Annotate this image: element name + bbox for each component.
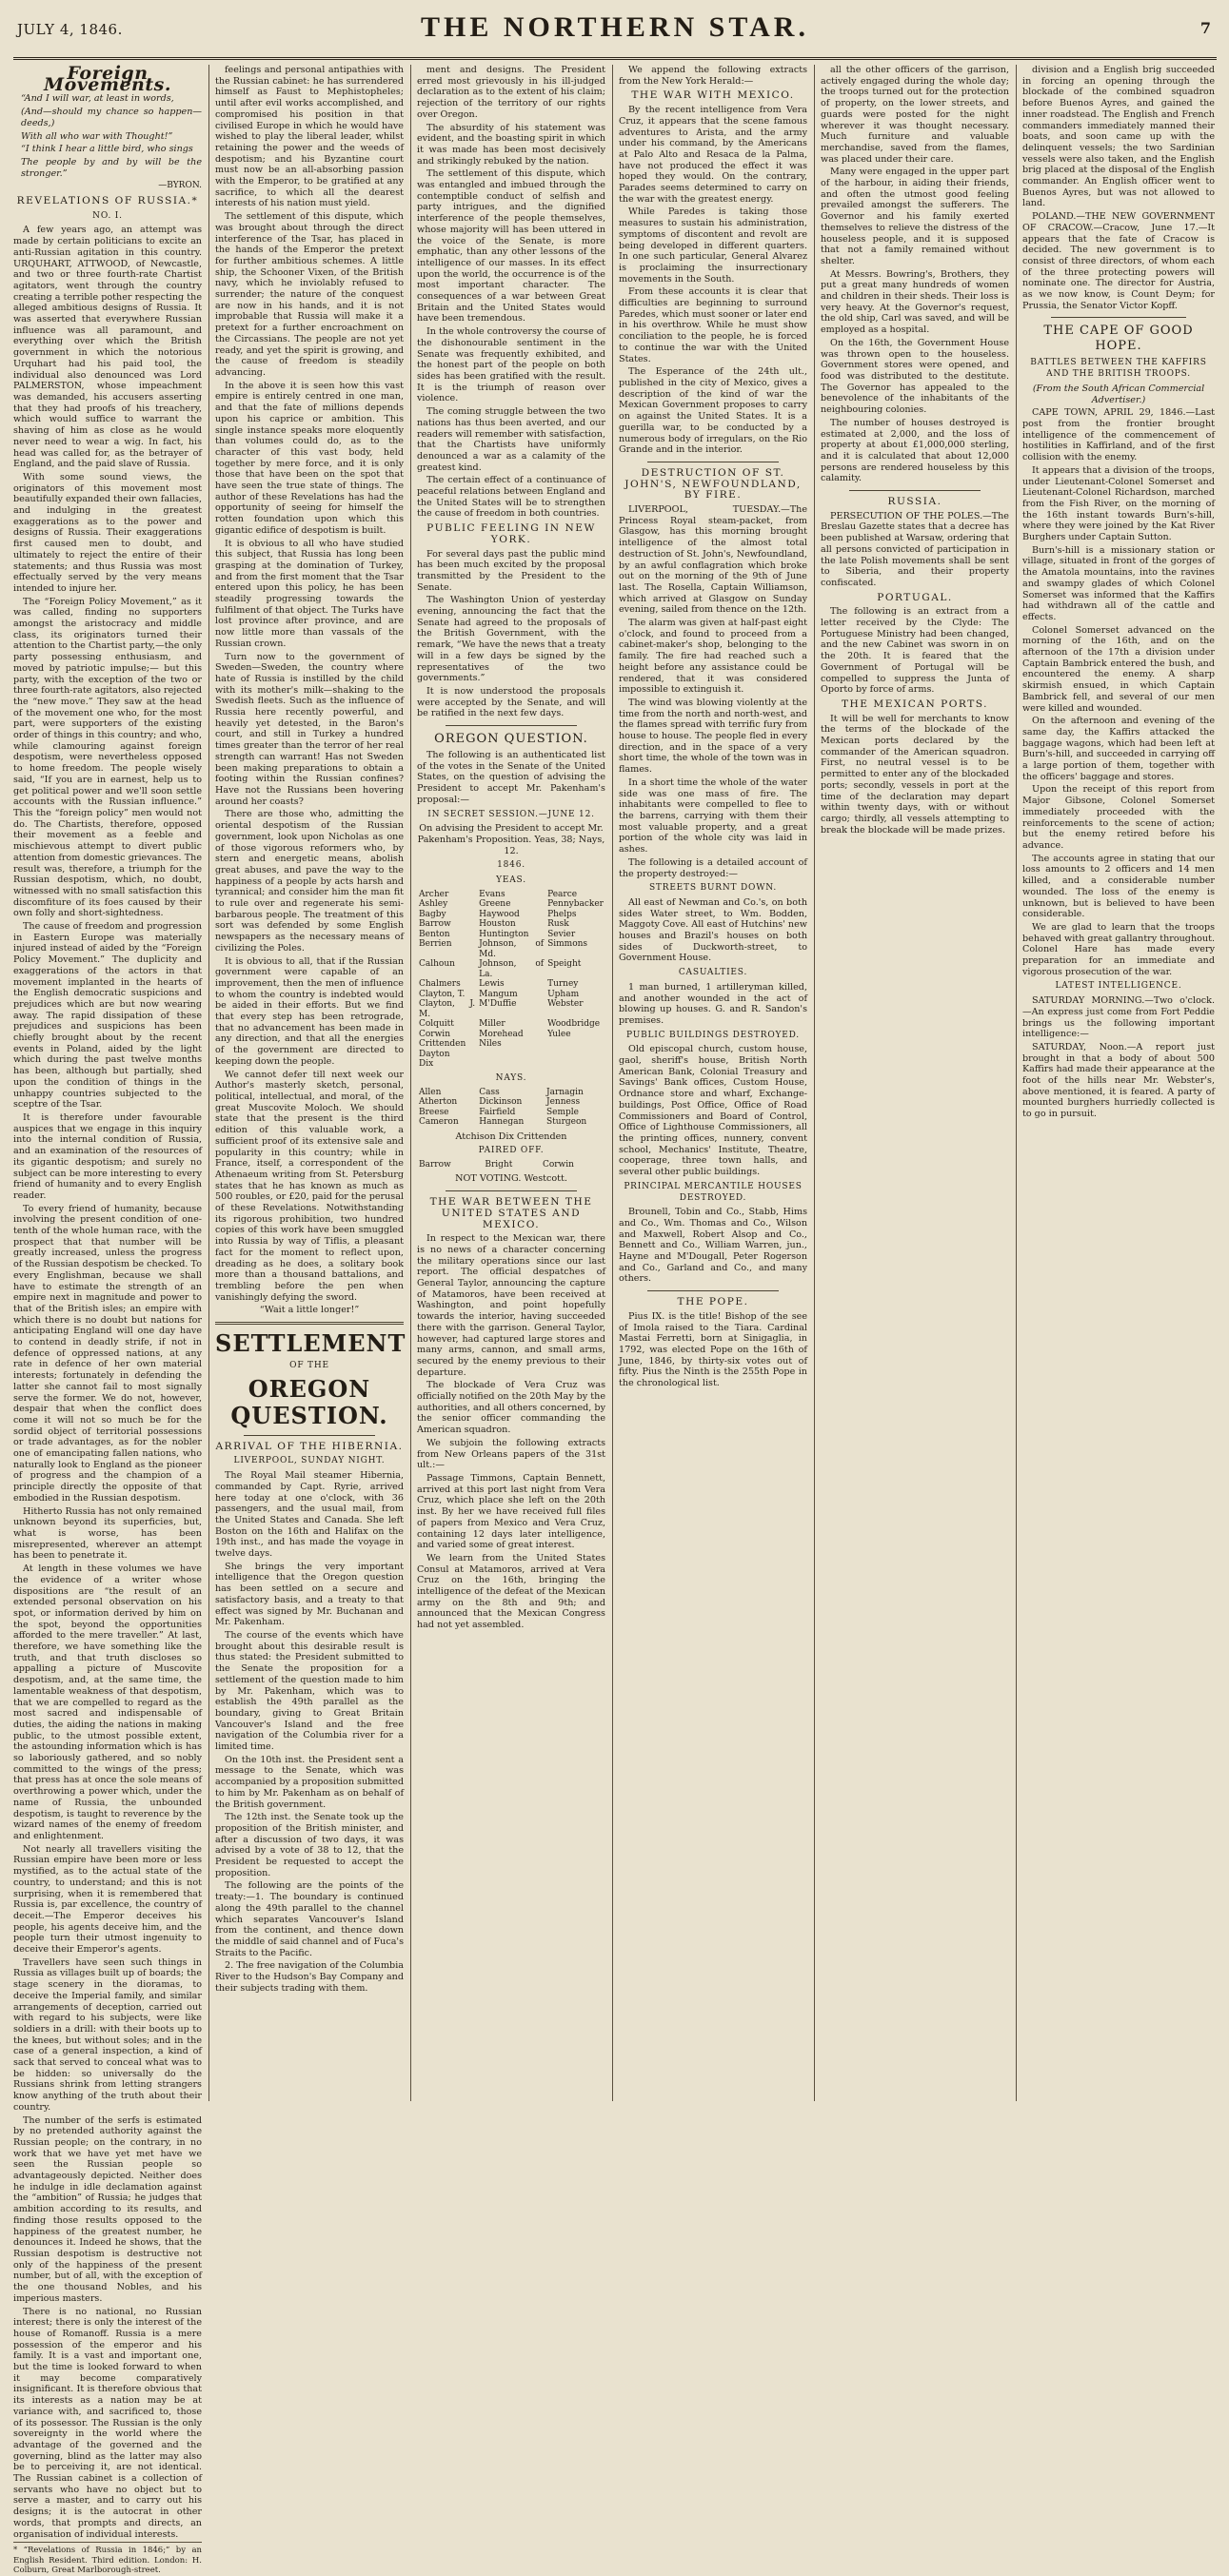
yea-row bbox=[417, 890, 605, 900]
epigraph-line: (And—should my chance so happen—deeds,) bbox=[21, 107, 202, 128]
paragraph: We learn from the United States Consul at Matamoros, arrived at Vera Cruz on the 16th, bringing the intelligence of the defeat of the Mexican army on the 8th and 9th; and announced that the Mexican Congress had not yet assembled. bbox=[417, 1552, 605, 1631]
paragraph: Upon the receipt of this report from Major Gibsone, Colonel Somerset immediately proceeded with the reinforcements to the scene of action; but the enemy retired before his advance. bbox=[1022, 784, 1215, 851]
paragraph: All east of Newman and Co.'s, on both sides Water street, to Wm. Bodden, Maggoty Cove. All east of Hutchins' new houses and Brazil's houses on both sides of Duckworth-street, to Government House. bbox=[619, 896, 807, 964]
nays-heading: NAYS. bbox=[495, 1072, 527, 1083]
senator-name: Miller bbox=[479, 1019, 505, 1030]
paragraph: The settlement of this dispute, which was brought about through the direct interference of the Tsar, has placed in the hands of the Emperor the pretext for further ambitious schemes. A little ship, the Schooner Vixen, of the British navy, which he inviolably refused to surrender; the nature of the conquest are now in his hands, and it is not improbable that Russia will make it a pretext for a further encroachment on the Circassians. The people are not yet ready, and yet the spirit is growing, and the cause of freedom is steadily advancing. bbox=[215, 211, 404, 378]
paragraph: The 12th inst. the Senate took up the proposition of the British minister, and after a discussion of two days, it was advised by a vote of 38 to 12, that the President be requested to accept the proposition. bbox=[215, 1812, 404, 1878]
paragraph: CAPE TOWN, APRIL 29, 1846.—Last post from the frontier brought intelligence of the commencement of hostilities in Kaffirland, and of the first collision with the enemy. bbox=[1022, 407, 1215, 463]
article-title: REVELATIONS OF RUSSIA.* bbox=[16, 195, 199, 207]
yea-row bbox=[417, 899, 605, 910]
latest-title: LATEST INTELLIGENCE. bbox=[1055, 981, 1182, 992]
senate-motion: On advising the President to accept Mr. Pakenham's Proposition. Yeas, 38; Nays, 12. bbox=[417, 823, 605, 856]
mexican-ports-title: THE MEXICAN PORTS. bbox=[841, 698, 989, 710]
nay-row bbox=[417, 1097, 605, 1108]
paragraph: feelings and personal antipathies with the Russian cabinet: he has surrendered himself as Faust to Mephistopheles; until after evil works accomplished, and compromised his position in that civilised Europe in which he would have wished to play the liberal leader, whilst retaining the power and the weeds of despotism; and his Byzantine court must now be an all-absorbing passion with the Emperor, to be gratified at any sacrifice, to which all the dearest interests of his nation must yield. bbox=[215, 65, 404, 209]
senator-name: Atherton bbox=[419, 1097, 458, 1108]
senator-name bbox=[545, 1039, 605, 1050]
paragraph: The cause of freedom and progression in Eastern Europe was materially injured instead of aided by the “Foreign Policy Movement.” The duplicity and exaggerations of the actors in that movement implanted in the hearts of the English democratic suspicions and prejudices which are but now wearing away. The rapid dissipation of these prejudices and suspicions has been chiefly brought about by the recent events in Poland, aided by the light which during the past twelve months has been, although but partially, shed upon the condition of things in the unhappy countries subjected to the sceptre of the Tsar. bbox=[13, 921, 202, 1111]
yea-row bbox=[417, 930, 605, 940]
senator-name: Jenness bbox=[545, 1097, 581, 1108]
paragraph: In the above it is seen how this vast empire is entirely centred in one man, and that the fate of millions depends upon his caprice or ambition. This single instance speaks more eloquently than volumes could do, as to the character of this vast body, held together by mere force, and it is only those that have been on the spot that have seen the true state of things. The author of these Revelations has had the opportunity of seeing for himself the rotten foundation upon which this gigantic edifice of despotism is built. bbox=[215, 380, 404, 536]
not-voting: NOT VOTING. Westcott. bbox=[455, 1173, 567, 1185]
paragraph: Pius IX. is the title! Bishop of the see of Imola raised to the Tiara. Cardinal Mastai Ferretti, born at Sinigaglia, in 1792, was elected Pope on the 16th of June, 1846, by thirty-six votes out of fifty. Pius the Ninth is the 255th Pope in the chronological list. bbox=[619, 1310, 807, 1389]
yeas-heading: YEAS. bbox=[496, 875, 526, 886]
paragraph: By the recent intelligence from Vera Cruz, it appears that the scene famous adventures to Arista, and the army under his command, by the Americans at Palo Alto and Resaca de la Palma, have not produced the effect it was hoped they would. On the contrary, Parades seems determined to carry on the war with the greatest energy. bbox=[619, 105, 807, 205]
nay-row bbox=[417, 1088, 605, 1098]
senator-name: Clayton, J. M. bbox=[419, 999, 476, 1019]
page-number: 7 bbox=[1199, 19, 1211, 37]
fire-title: DESTRUCTION OF ST. JOHN'S, NEWFOUNDLAND, BY FIRE. bbox=[624, 466, 802, 501]
oregon-question-title: OREGON QUESTION. bbox=[434, 732, 588, 747]
senator-name bbox=[477, 1059, 545, 1070]
paragraph: On the 16th, the Government House was thrown open to the houseless. Government stores were opened, and food was distributed to the destitute. The Governor has appealed to the benevolence of the inhabitants of the neighbouring colonies. bbox=[821, 337, 1009, 416]
pope-title: THE POPE. bbox=[677, 1296, 749, 1308]
paragraph: The accounts agree in stating that our loss amounts to 2 officers and 14 men killed, and a considerable number wounded. The loss of the enemy is unknown, but is believed to have been considerable. bbox=[1022, 853, 1215, 920]
yea-row bbox=[417, 990, 605, 1000]
paragraph: In a short time the whole of the water side was one mass of fire. The inhabitants were compelled to flee to the barrens, carrying with them their most valuable property, and a great portion of the whole city was laid in ashes. bbox=[619, 777, 807, 855]
paragraph: It is now understood the proposals were accepted by the Senate, and will be ratified in the next few days. bbox=[417, 685, 605, 719]
yea-row bbox=[417, 1019, 605, 1030]
column-5 bbox=[821, 65, 1009, 2101]
senator-name: Cass bbox=[479, 1087, 500, 1097]
paragraph: LIVERPOOL, TUESDAY.—The Princess Royal steam-packet, from Glasgow, has this morning brought intelligence of the almost total destruction of St. John's, Newfoundland, by an awful conflagration which broke out on the morning of the 9th of June last. The Rosella, Captain Williamson, which arrived at Glasgow on Sunday evening, sailed from thence on the 12th. bbox=[619, 504, 807, 616]
senator-name: Sturgeon bbox=[545, 1117, 587, 1128]
senator-name: Archer bbox=[419, 889, 449, 899]
column-rule bbox=[410, 65, 411, 2101]
separator bbox=[446, 725, 577, 726]
paragraph: SATURDAY, Noon.—A report just brought in that a body of about 500 Kaffirs had made their appearance at the foot of the hills near Mr. Webster's, above mentioned, it is feared. A party of mounted burghers hurriedly collected is to go in pursuit. bbox=[1022, 1041, 1215, 1120]
paragraph: Old episcopal church, custom house, gaol, sheriff's house, British North American Bank, Colonial Treasury and Savings' Bank offices, Custom House, Ordnance store and wharf, Exchange-buildings, Post Office, Office of Road Commissioners and Board of Control, Office of Lighthouse Commissioners, all the printing offices, nunnery, convent school, Mechanics' Institute, Theatre, cooperage, three town halls, and several other public buildings. bbox=[619, 1044, 807, 1178]
paired-table bbox=[417, 1160, 605, 1170]
column-1 bbox=[13, 63, 202, 2576]
senator-name: Turney bbox=[547, 979, 579, 990]
paragraph: The Royal Mail steamer Hibernia, commanded by Capt. Ryrie, arrived here today at one o'clock, with 36 passengers, and the usual mail, from the United States and Canada. She left Boston on the 16th and Halifax on the 19th inst., and has made the voyage in twelve days. bbox=[215, 1470, 404, 1560]
vote-year: 1846. bbox=[497, 860, 525, 871]
paragraph: The coming struggle between the two nations has thus been averted, and our readers will remember with satisfaction, that the Chartists have uniformly denounced a war as a calamity of the greatest kind. bbox=[417, 406, 605, 473]
paragraph: The alarm was given at half-past eight o'clock, and found to proceed from a cabinet-maker's shop, belonging to the family. The fire had reached such a height before any assistance could be rendered, that it was considered impossible to extinguish it. bbox=[619, 618, 807, 696]
casualties-title: CASUALTIES. bbox=[678, 968, 748, 978]
senator-name: Rusk bbox=[547, 919, 569, 930]
cape-subtitle: BATTLES BETWEEN THE KAFFIRS AND THE BRITISH TROOPS. bbox=[1030, 358, 1207, 380]
paragraph: Many were engaged in the upper part of the harbour, in aiding their friends, and often the utmost good feeling prevailed amongst the sufferers. The Governor and his family exerted themselves to relieve the distress of the houseless people, and it is supposed that not a family remained without shelter. bbox=[821, 167, 1009, 266]
headline-settlement: SETTLEMENT bbox=[215, 1329, 406, 1358]
paragraph: In respect to the Mexican war, there is no news of a character concerning the military operations since our last report. The official despatches of General Taylor, announcing the capture of Matamoros, have been received at Washington, and point hopefully towards the interior, having succeeded there with the garrison. General Taylor, however, had captured large stores and many arms, cannon, and small arms, secured by the enemy previous to their departure. bbox=[417, 1233, 605, 1378]
paragraph: all the other officers of the garrison, actively engaged during the whole day; the troops turned out for the protection of property, on the lower streets, and guards were posted for the night wherever it was thought necessary. Much furniture and valuable merchandise, saved from the flames, was placed under their care. bbox=[821, 65, 1009, 165]
paragraph: Passage Timmons, Captain Bennett, arrived at this port last night from Vera Cruz, which place she left on the 20th inst. By her we have received full files of papers from Mexico and Vera Cruz, containing 12 days later intelligence, and varied some of great interest. bbox=[417, 1473, 605, 1551]
paragraph: The Esperance of the 24th ult., published in the city of Mexico, gives a description of the kind of war the Mexican Government proposes to carry on against the United States. It is a guerilla war, to be conducted by a numerous body of irregulars, on the Rio Grande and in the interior. bbox=[619, 366, 807, 456]
senator-name: Houston bbox=[479, 919, 516, 930]
paired-heading: PAIRED OFF. bbox=[478, 1146, 545, 1156]
mercantile-title: PRINCIPAL MERCANTILE HOUSES DESTROYED. bbox=[624, 1181, 803, 1203]
epigraph-line: The people by and by will be the stronger.” bbox=[21, 156, 202, 179]
cape-source: (From the South African Commercial Advertiser.) bbox=[1032, 383, 1205, 405]
cape-title: THE CAPE OF GOOD HOPE. bbox=[1043, 324, 1194, 354]
separator bbox=[647, 1290, 779, 1291]
paragraph: At Messrs. Bowring's, Brothers, they put a great many hundreds of women and children in their sheds. Their loss is very heavy. At the Governor's request, the old ship, Carl was saved, and will be employed as a hospital. bbox=[821, 268, 1009, 336]
senator-name: Corwin bbox=[419, 1029, 450, 1039]
paragraph: Brounell, Tobin and Co., Stabb, Hims and Co., Wm. Thomas and Co., Wilson and Maxwell, Robert Alsop and Co., Bennett and Co., William Warren, jun., Hayne and M'Dougall, Peter Rogerson and Co., Garland and Co., and many others. bbox=[619, 1207, 807, 1285]
senator-name: Niles bbox=[479, 1039, 502, 1050]
paragraph: Not nearly all travellers visiting the Russian empire have been more or less mystified, as to the actual state of the country, to understand; and this is not surprising, when it is remembered that Russia is, par excellence, the country of deceit.—The Emperor deceives his people, his agents deceive him, and the people turn their utmost ingenuity to deceive their Emperor's agents. bbox=[13, 1843, 202, 1956]
paragraph: Turn now to the government of Sweden—Sweden, the country where hate of Russia is instilled by the child with its mother's milk—shaking to the Swedish fleets. Such as the influence of Russia here recently powerful, and heavily yet detested, in the Baron's court, and still in Turkey a hundred times greater than the terror of her real strength can warrant! Has not Sweden been making preparations to obtain a footing within the Russian confines? Have not the Russians been hovering around her coasts? bbox=[215, 651, 404, 807]
senator-name: M'Duffie bbox=[479, 999, 517, 1010]
senator-name: Simmons bbox=[547, 939, 588, 950]
headline-oregon-question: OREGON QUESTION. bbox=[230, 1374, 388, 1429]
senate-session: IN SECRET SESSION.—JUNE 12. bbox=[427, 809, 595, 819]
paragraph: Travellers have seen such things in Russia as villages built up of boards; the stage scenery in the dioramas, to deceive the Imperial family, and similar arrangements of deception, carried out with regard to his subjects, were like soldiers in a drill: with their boots up to the knees, but without soles; and in the case of a general inspection, a kind of sack that served to conceal what was to be hidden: so universally do the Russians shrink from letting strangers know anything of the truth about their country. bbox=[13, 1957, 202, 2113]
senator-name: Benton bbox=[419, 929, 450, 939]
paragraph: At length in these volumes we have the evidence of a writer whose dispositions are “the result of an extended personal observation on his spot, or information derived by him on the spot, beyond the opportunities afforded to the mere traveller.” At last, therefore, we have something like the truth, and that truth discloses so appalling a picture of Muscovite despotism, and, at the same time, the lamentable weakness of that despotism, that we are compelled to regard as the most sacred and indispensable of duties, the aiding the nations in making public, to the utmost possible extent, the astounding information which is has so laboriously gathered, and so nobly committed to the wings of the press; that press has at once the sole means of overthrowing a power which, under the name of Russia, the unbounded despotism, is taught to reverence by the wizard names of the enemy of freedom and enlightenment. bbox=[13, 1563, 202, 1841]
paragraph: We subjoin the following extracts from New Orleans papers of the 31st ult.:— bbox=[417, 1437, 605, 1471]
senator-name: Yulee bbox=[547, 1029, 571, 1039]
arrival-title: ARRIVAL OF THE HIBERNIA. bbox=[215, 1440, 404, 1452]
paragraph: In the whole controversy the course of the dishonourable sentiment in the Senate was frequently exhibited, and the honest part of the people on both sides has been gratified with the result. It is the triumph of reason over violence. bbox=[417, 326, 606, 404]
paragraph: It is obvious to all who have studied this subject, that Russia has long been grasping at the domination of Turkey, and from the first moment that the Tsar entered upon this policy, he has been steadily progressing towards the fulfilment of that object. The Turks have lost province after province, and are now little more than vassals of the Russian crown. bbox=[215, 538, 404, 649]
senator-name: Berrien bbox=[419, 939, 452, 950]
article-number: NO. I. bbox=[92, 210, 123, 221]
column-4 bbox=[619, 65, 807, 2101]
paragraph: It is obvious to all, that if the Russian government were capable of an improvement, then the men of influence to whom the country is indebted would be aided in their efforts. But we find that every step has been retrograde, that no advancement has been made in any direction, and that all the energies of the government are directed to keeping down the people. bbox=[215, 955, 404, 1067]
paragraph: ment and designs. The President erred most grievously in his ill-judged declaration as to the extent of his claim; rejection of the territory of our rights over Oregon. bbox=[417, 65, 605, 120]
streets-title: STREETS BURNT DOWN. bbox=[648, 883, 778, 894]
separator bbox=[244, 1435, 375, 1436]
senator-name: Hannegan bbox=[479, 1117, 525, 1128]
separator bbox=[849, 490, 981, 491]
nay-row bbox=[417, 1117, 605, 1128]
senator-name: Pennybacker bbox=[547, 899, 604, 910]
yea-row bbox=[417, 910, 605, 920]
newspaper-page bbox=[13, 8, 1217, 2576]
senator-name: Barrow bbox=[419, 919, 451, 930]
senator-name: Morehead bbox=[479, 1029, 524, 1039]
nay-row bbox=[417, 1108, 605, 1118]
yea-row bbox=[417, 1059, 605, 1070]
war-with-mexico-title: THE WAR WITH MEXICO. bbox=[631, 89, 795, 102]
senator-name: Upham bbox=[547, 989, 580, 999]
senator-name: Barrow bbox=[419, 1159, 451, 1170]
yea-row bbox=[417, 939, 605, 959]
senator-name: Fairfield bbox=[479, 1107, 516, 1117]
paragraph: The “Foreign Policy Movement,” as it was called, finding no supporters amongst the aristocracy and middle class, its originators turned their attention to the Chartist party,—the only party possessing enthusiasm, and moved by patriotic impulse;— but this party, with the exception of the two or three fourth-rate agitators, also rejected the “new move.” They saw at the head of the movement one who, for the most part, were supporters of the existing order of things in this country; and who, while clamouring against foreign despotism, were nevertheless opposed to home freedom. The people wisely said, “If you are in earnest, help us to get political power and we'll soon settle accounts with the Russian influence.” This the “foreign policy” men would not do. The Chartists, therefore, opposed their movement as a feeble and mischievous attempt to divert public attention from domestic grievances. The result was, therefore, a triumph for the Russian despotism, which, no doubt, witnessed with no small satisfaction this discomfiture of its foes caused by their own folly and short-sightedness. bbox=[13, 596, 202, 919]
paragraph: The certain effect of a continuance of peaceful relations between England and the United States will be to strengthen the cause of freedom in both countries. bbox=[417, 475, 605, 520]
senator-name: Johnson, of Md. bbox=[479, 939, 545, 959]
senator-name: Cameron bbox=[419, 1117, 459, 1128]
column-rule bbox=[1016, 65, 1017, 2101]
paragraph: To every friend of humanity, because involving the present condition of one-tenth of the whole human race, with the prospect that that number will be greatly increased, unless the progress of the Russian despotism be checked. To every Englishman, because we shall have to estimate the strength of an empire next in magnitude and power to that of the British isles; an empire with which there is no doubt but nations for anticipating England will one day have to contend in deadly strife, if not in defence of oppressed nations, at any rate in defence of her own material interests; fortunately in defending the latter she cannot fail to most signally serve the former. We do not, however, despair that when the conflict does come it will not so much be for the sordid object of territorial possessions or trade advantages, as for the nobler one of emancipating fallen nations, who naturally look to England as the pioneer of progress and the champion of a principle directly the opposite of that embodied in the Russian despotism. bbox=[13, 1203, 202, 1504]
senator-name: Greene bbox=[479, 899, 511, 910]
paragraph: She brings the very important intelligence that the Oregon question has been settled on a secure and satisfactory basis, and a treaty to that effect was signed by Mr. Buchanan and Mr. Pakenham. bbox=[215, 1561, 404, 1628]
senator-name: Woodbridge bbox=[547, 1019, 601, 1030]
senator-name: Phelps bbox=[547, 909, 577, 919]
paragraph: The Washington Union of yesterday evening, announcing the fact that the Senate had agreed to the proposals of the British Government, with the remark, “We have the news that a treaty will in a few days be signed by the representatives of the two governments.” bbox=[417, 595, 605, 684]
paragraph: Hitherto Russia has not only remained unknown beyond its superficies, but, what is worse, has been misrepresented, wherever an attempt has been to penetrate it. bbox=[13, 1505, 202, 1562]
senator-name: Bagby bbox=[419, 909, 446, 919]
column-6 bbox=[1022, 65, 1215, 2101]
portugal-title: PORTUGAL. bbox=[877, 591, 953, 603]
senator-name: Dickinson bbox=[479, 1097, 523, 1108]
paragraph: With some sound views, the originators of this movement most beautifully expanded their own fallacies, and indulging in the greatest exaggerations as to the power and designs of Russia. Their exaggerations first caused men to doubt, and ultimately to reject the entire of their statements; and thus Russia was most effectually served by the very means intended to injure her. bbox=[13, 471, 202, 594]
paragraph: The following is an extract from a letter received by the Clyde: The Portuguese Ministry had been changed, and the new Cabinet was sworn in on the 20th. It is feared that the Government of Portugal will be compelled to suppress the Junta of Oporto by force of arms. bbox=[821, 606, 1009, 696]
senator-name: Dayton bbox=[419, 1049, 450, 1059]
senator-name: Colquitt bbox=[419, 1019, 454, 1030]
epigraph-line: With all who war with Thought!” bbox=[21, 130, 173, 142]
paragraph: 2. The free navigation of the Columbia River to the Hudson's Bay Company and their subjects trading with them. bbox=[215, 1960, 404, 1994]
paired-row bbox=[417, 1160, 605, 1170]
senator-name: Haywood bbox=[479, 909, 520, 919]
epigraph-line: “I think I hear a little bird, who sings bbox=[21, 144, 193, 155]
separator bbox=[215, 1322, 404, 1325]
paragraph: The number of houses destroyed is estimated at 2,000, and the loss of property at about £1,000,000 sterling, and it is calculated that about 12,000 persons are rendered houseless by this calamity. bbox=[821, 417, 1009, 484]
paragraph: While Paredes is taking those measures to sustain his administration, symptoms of discontent and revolt are being developed in different quarters. In one such particular, General Alvarez is proclaiming the insurrectionary movements in the South. bbox=[619, 206, 807, 285]
newspaper-title: THE NORTHERN STAR. bbox=[421, 11, 809, 43]
senator-name: Clayton, T. bbox=[419, 989, 466, 999]
senator-name bbox=[545, 1050, 605, 1060]
epigraph-line: “And I will war, at least in words, bbox=[21, 93, 174, 105]
senator-name: Chalmers bbox=[419, 979, 461, 990]
paragraph: From these accounts it is clear that difficulties are beginning to surround Paredes, which must sooner or later end in his overthrow. While he must show conciliation to the people, he is forced to continue the war with the United States. bbox=[619, 286, 807, 364]
senator-name: Dix bbox=[419, 1059, 434, 1070]
paragraph: The course of the events which have brought about this desirable result is thus stated: the President submitted to the Senate the proposition for a settlement of the question made to him by Mr. Pakenham, which was to establish the 49th parallel as the boundary, giving to Great Britain Vancouver's Island and the free navigation of the Columbia river for a limited time. bbox=[215, 1630, 404, 1753]
senator-name: Semple bbox=[545, 1107, 579, 1117]
paragraph: The wind was blowing violently at the time from the north and north-west, and the flames spread with terrific fury from house to house. The people fled in every direction, and in the space of a very short time, the whole of the town was in flames. bbox=[619, 697, 807, 776]
paragraph: It appears that a division of the troops, under Lieutenant-Colonel Somerset and Lieutenant-Colonel Richardson, marched from the Fish River, on the morning of the 16th instant towards Burn's-hill, where they were joined by the Kat River Burghers under Captain Sutton. bbox=[1022, 464, 1215, 543]
issue-date: JULY 4, 1846. bbox=[17, 21, 123, 38]
nays-table bbox=[417, 1088, 605, 1128]
column-rule bbox=[612, 65, 613, 2101]
senator-name bbox=[477, 1050, 545, 1060]
paragraph: The following are the points of the treaty:—1. The boundary is continued along the 49th parallel to the channel which separates Vancouver's Island from the continent, and thence down the middle of said channel and of Fuca's Straits to the Pacific. bbox=[215, 1880, 404, 1958]
senator-name: Calhoun bbox=[419, 959, 455, 970]
section-title-foreign-movements: Foreign Movements. bbox=[44, 63, 171, 95]
paragraph: division and a English brig succeeded in forcing an opening through the blockade of the combined squadron before Buenos Ayres, and gained the inner roadstead. The English and French commanders immediately manned their boats, and soon came up with the delinquent vessels; the two Sardinian vessels were also taken, and the English brig placed at the disposal of the English commander. An English officer went to Buenos Ayres, but was not allowed to land. bbox=[1022, 65, 1215, 209]
war-title: THE WAR BETWEEN THE UNITED STATES AND MEXICO. bbox=[429, 1196, 593, 1230]
paragraph: The absurdity of his statement was evident, and the boasting spirit in which it was made has been most decisively and strikingly rebuked by the nation. bbox=[417, 122, 605, 167]
paragraph: We cannot defer till next week our Author's masterly sketch, personal, political, intellectual, and moral, of the great Muscovite Moloch. We should state that the present is the third edition of this valuable work, a sufficient proof of its extensive sale and popularity in this country; while in France, itself, a correspondent of the Athenaeum writing from St. Petersburg states that he has known as much as 500 roubles, or £20, paid for the perusal of these Revelations. Notwithstanding its rigorous prohibition, two hundred copies of this work have been smuggled into Russia by way of Tiflis, a pleasant fact for the moment to reflect upon, dreading as he does, a solitary book more than a thousand battalions, and trembling before the pen when vanishingly defying the sword. bbox=[215, 1069, 404, 1303]
column-rule bbox=[814, 65, 815, 2101]
new-york-title: PUBLIC FEELING IN NEW YORK. bbox=[426, 522, 596, 545]
paragraph: It will be well for merchants to know the terms of the blockade of the Mexican ports declared by the commander of the American squadron. First, no neutral vessel is to be permitted to enter any of the blockaded ports; secondly, vessels in port at the time of the declaration may depart within twenty days, with or without cargo; thirdly, all vessels attempting to break the blockade will be made prizes. bbox=[821, 713, 1009, 836]
buildings-title: PUBLIC BUILDINGS DESTROYED. bbox=[626, 1030, 800, 1040]
paragraph: On the 10th inst. the President sent a message to the Senate, which was accompanied by a proposition submitted to him by Mr. Pakenham as on behalf of the British government. bbox=[215, 1754, 404, 1810]
column-rule bbox=[208, 65, 209, 2101]
paragraph: PERSECUTION OF THE POLES.—The Breslau Gazette states that a decree has been published at Warsaw, ordering that all persons convicted of participation in the late Polish movements shall be sent to Siberia, and their property confiscated. bbox=[821, 510, 1009, 588]
paragraph: SATURDAY MORNING.—Two o'clock.—An express just come from Fort Peddie brings us the following important intelligence:— bbox=[1022, 995, 1215, 1040]
senator-name: Speight bbox=[547, 959, 582, 970]
yea-row bbox=[417, 979, 605, 990]
masthead bbox=[13, 8, 1217, 60]
senator-name: Huntington bbox=[479, 929, 529, 939]
paragraph: For several days past the public mind has been much excited by the proposal transmitted by the President to the Senate. bbox=[417, 548, 605, 593]
senator-name: Webster bbox=[547, 999, 584, 1010]
closing-quote: “Wait a little longer!” bbox=[259, 1305, 360, 1316]
headline-of-the: OF THE bbox=[289, 1361, 329, 1371]
senator-name: Lewis bbox=[479, 979, 505, 990]
absent-line: Atchison Dix Crittenden bbox=[455, 1131, 567, 1142]
paragraph: The following is a detailed account of the property destroyed:— bbox=[619, 856, 807, 879]
senator-name: Crittenden bbox=[419, 1039, 466, 1050]
senator-name: Corwin bbox=[542, 1159, 574, 1170]
senator-name: Evans bbox=[479, 889, 505, 899]
paragraph: We append the following extracts from the New York Herald:— bbox=[619, 65, 807, 87]
senator-name: Jarnagin bbox=[545, 1087, 584, 1097]
paragraph: Colonel Somerset advanced on the morning of the 16th, and on the afternoon of the 17th a division under Captain Bambrick entered the bush, and encountered the enemy. A sharp skirmish ensued, in which Captain Bambrick fell, and several of our men were killed and wounded. bbox=[1022, 624, 1215, 714]
senator-name: Johnson, of La. bbox=[479, 959, 545, 979]
paragraph: POLAND.—THE NEW GOVERNMENT OF CRACOW.—Cracow, June 17.—It appears that the fate of Cracow is decided. The new government is to consist of three directors, of whom each of the three protecting powers will nominate one. The director for Austria, as we now know, is Count Deym; for Prussia, the Senator Victor Kopff. bbox=[1022, 211, 1215, 311]
paragraph: There is no national, no Russian interest; there is only the interest of the house of Romanoff. Russia is a mere possession of the emperor and his family. It is a vast and important one, but the time is looked forward to when it may become comparatively insignificant. It is therefore obvious that its interests as a nation may be at variance with, and sacrificed to, those of its possessor. The Russian is the only sovereignty in the world where the advantage of the governed and the governing, blind as the latter may also be to perceiving it, are not identical. The Russian cabinet is a collection of servants who have no object but to serve a master, and to carry out his designs; it is the autocrat in other words, that prompts and directs, an organisation of individual interests. bbox=[13, 2306, 202, 2540]
senator-name: Allen bbox=[419, 1087, 442, 1097]
paragraph: On the afternoon and evening of the same day, the Kaffirs attacked the baggage wagons, which had been left at Burn's-hill, and succeeded in carrying off a large portion of them, together with the officers' baggage and stores. bbox=[1022, 716, 1215, 782]
senator-name: Bright bbox=[485, 1159, 513, 1170]
yea-row bbox=[417, 1050, 605, 1060]
senator-name: Breese bbox=[419, 1107, 449, 1117]
paragraph: 1 man burned, 1 artilleryman killed, and another wounded in the act of blowing up houses. G. and R. Sandon's premises. bbox=[619, 981, 807, 1026]
russia-title: RUSSIA. bbox=[887, 496, 942, 508]
yea-row bbox=[417, 1030, 605, 1040]
yeas-table bbox=[417, 890, 605, 1070]
paragraph: A few years ago, an attempt was made by certain politicians to excite an anti-Russian agitation in this country. URQUHART, ATTWOOD, of Newcastle, and two or three fourth-rate Chartist agitators, went through the country creating a terrible pother respecting the alleged ambitious designs of Russia. It was asserted that everywhere Russian influence was all paramount, and everything over which the British government in which the notorious Urquhart had his paid tool, the individual also denounced was Lord PALMERSTON, whose impeachment was demanded, his accusers asserting that they had proofs of his treachery, which would suffice to warrant the shaving of him as close as he would never need to wear a wig. In fact, his head was called for, as the betrayer of England, and the paid slave of Russia. bbox=[13, 225, 202, 470]
paragraph: Burn's-hill is a missionary station or village, situated in front of the gorges of the Amatola mountains, into the ravines and swampy glades of which Colonel Somerset was informed that the Kaffirs had withdrawn all of the cattle and effects. bbox=[1022, 544, 1215, 622]
senator-name: Ashley bbox=[419, 899, 448, 910]
senator-name bbox=[545, 1059, 605, 1070]
paragraph: We are glad to learn that the troops behaved with great gallantry throughout. Colonel Hare has made every preparation for an immediate and vigorous prosecution of the war. bbox=[1022, 921, 1215, 977]
paragraph: The following is an authenticated list of the votes in the Senate of the United States, on the question of advising the President to accept Mr. Pakenham's proposal:— bbox=[417, 750, 605, 805]
senator-name: Pearce bbox=[547, 889, 578, 899]
paragraph: The blockade of Vera Cruz was officially notified on the 20th May by the authorities, and all others concerned, by the senior officer commanding the American squadron. bbox=[417, 1380, 605, 1436]
separator bbox=[1051, 317, 1186, 318]
separator bbox=[446, 1190, 577, 1191]
arrival-dateline: LIVERPOOL, SUNDAY NIGHT. bbox=[233, 1456, 386, 1466]
paragraph: It is therefore under favourable auspices that we engage in this inquiry into the internal condition of Russia, and an examination of the resources of its gigantic despotism; and surely no subject can be more interesting to every friend of humanity and to every English reader. bbox=[13, 1111, 202, 1201]
epigraph-attribution: —BYRON. bbox=[158, 181, 202, 191]
senator-name: Sevier bbox=[547, 929, 576, 939]
column-2 bbox=[215, 65, 404, 2101]
yea-row bbox=[417, 959, 605, 979]
yea-row bbox=[417, 1039, 605, 1050]
senator-name: Mangum bbox=[479, 989, 518, 999]
column-3 bbox=[417, 65, 605, 2101]
yea-row bbox=[417, 919, 605, 930]
columns bbox=[13, 63, 1217, 2576]
yea-row bbox=[417, 999, 605, 1019]
paragraph: The settlement of this dispute, which was entangled and imbued through the contemptible conduct of selfish and party intrigues, and the dignified interference of the people themselves, whose majority will has been uttered in the voice of the Senate, is more emphatic, than any other lessons of the intelligence of our masses. In its effect upon the world, the occurrence is of the most important character. The consequences of a war between Great Britain and the United States would have been tremendous. bbox=[417, 168, 605, 324]
footnote: * “Revelations of Russia in 1846;” by an English Resident. Third edition. London: H. Colburn, Great Marlborough-street. bbox=[13, 2542, 202, 2576]
paragraph: The number of the serfs is estimated by no pretended authority against the Russian people; on the contrary, in no work that we have yet met have we seen the Russian people so advantageously depicted. Neither does he indulge in idle declamation against the “ambition” of Russia; he judges that ambition according to its results, and finding those results opposed to the happiness of the greatest number, he denounces it. Indeed he shows, that the Russian despotism is destructive not only of the happiness of the present number, but of all, with the exception of the one thousand Nobles, and his imperious masters. bbox=[13, 2114, 202, 2304]
paragraph: There are those who, admitting the oriental despotism of the Russian government, look upon Nicholas as one of those vigorous reformers who, by stern and energetic means, abolish great abuses, and pave the way to the happiness of a people by acts harsh and tyrannical; and consider him the man fit to rule over and regenerate his semi-barbarous people. The treatment of this sort was defended by some English newspapers as the necessary means of civilizing the Poles. bbox=[215, 809, 404, 954]
